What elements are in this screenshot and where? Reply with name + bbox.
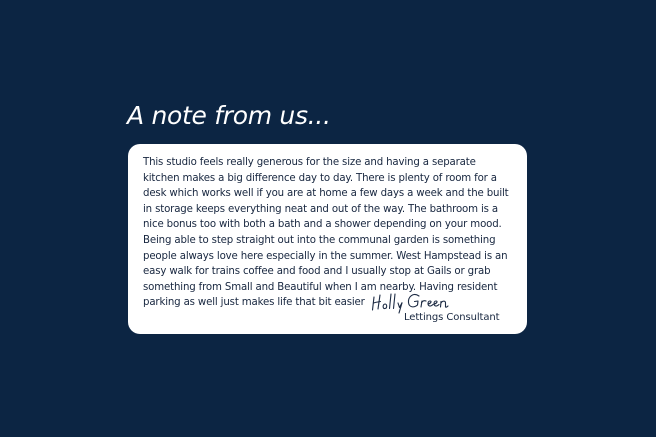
- note-paragraph-1: This studio feels really generous for the size and having a separate kitchen makes a big difference day to day. There is plenty of room for a desk which works well if you are at home a few days a week and the built in storage keeps everything neat and out of the way. The bathroom is a nice bonus too with both a bath and a shower depending on your mood.: [143, 157, 509, 231]
- role-title: Lettings Consultant: [404, 312, 500, 323]
- note-paragraph-2: Being able to step straight out into the communal garden is something people always love here especially in the summer. West Hampstead is an easy walk for trains coffee and food and I usually stop at Gails or grab something from Small and Beautiful when I am nearby. Having resident parking as well just makes life that bit easier: [143, 234, 508, 309]
- note-heading: A note from us...: [127, 101, 331, 130]
- note-card: [128, 144, 527, 334]
- note-body: [143, 155, 515, 311]
